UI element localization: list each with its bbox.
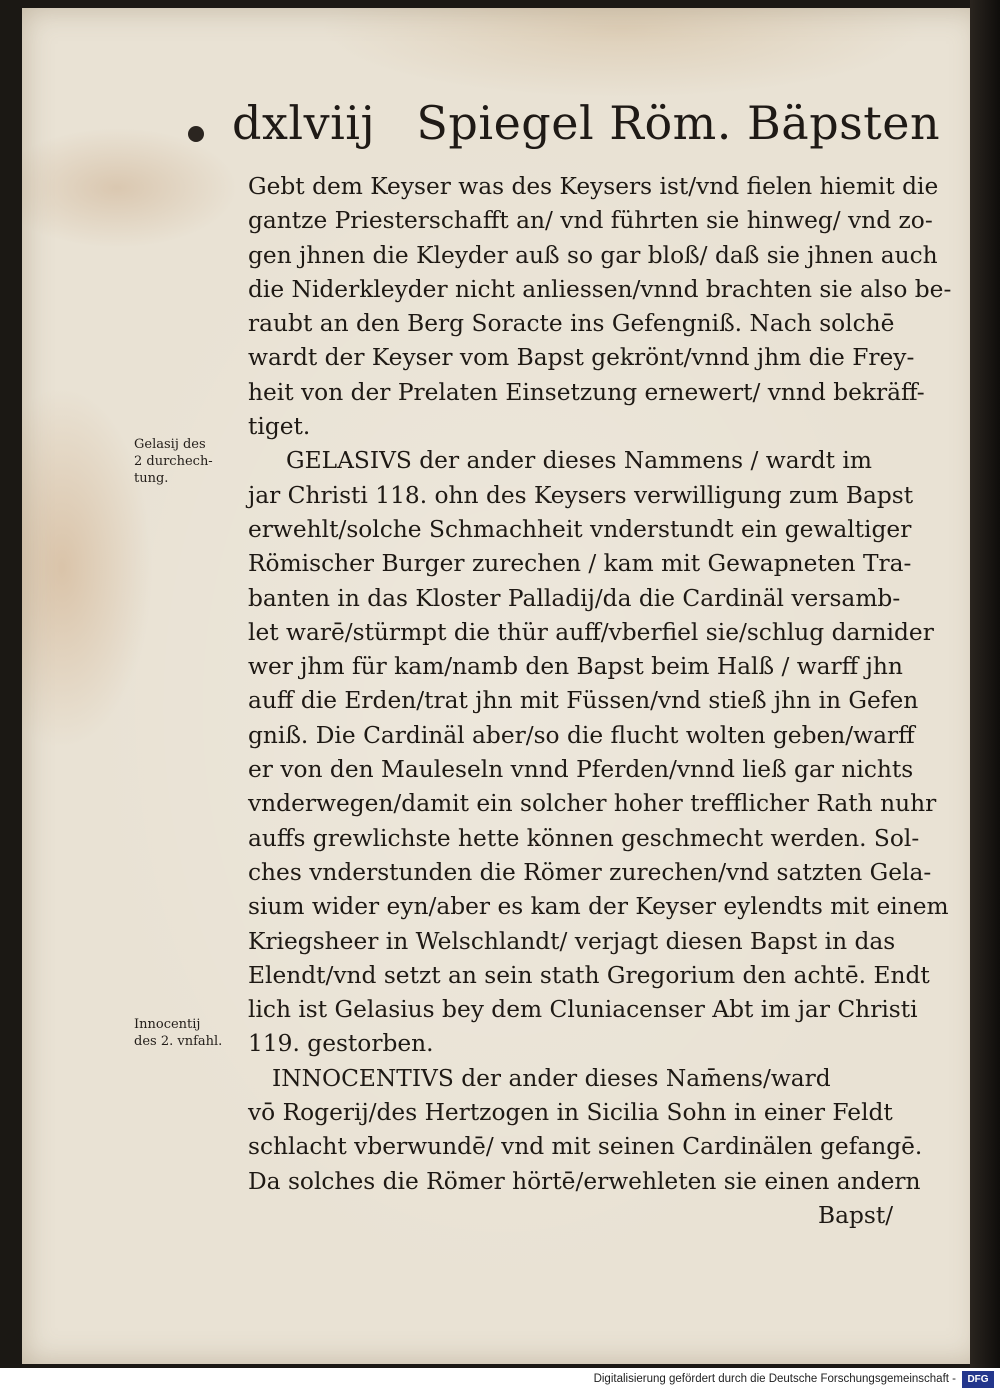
text-line: Gebt dem Keyser was des Keysers ist/vnd fielen hiemit die — [248, 173, 939, 200]
text-line: Kriegsheer in Welschlandt/ verjagt diesen Bapst in das — [248, 927, 896, 955]
folio-number: dxlviij — [232, 96, 376, 150]
text-line: Elendt/vnd setzt an sein stath Gregorium den achtē. Endt — [248, 961, 930, 989]
text-line: tiget. — [248, 413, 311, 441]
text-line: Römischer Burger zurechen / kam mit Gewapneten Tra- — [248, 550, 912, 578]
margin-note-line: Innocentij — [134, 1017, 201, 1032]
text-line: let warē/stürmpt die thür auff/vberfiel sie/schlug darnider — [248, 618, 934, 646]
text-line: GELASIVS der ander dieses Nammens / wardt im — [286, 447, 872, 475]
text-line: lich ist Gelasius bey dem Cluniacenser Abt im jar Christi — [248, 996, 918, 1024]
paragraph-1 — [248, 170, 952, 444]
paragraph-3 — [248, 1062, 920, 1096]
text-line: gen jhnen die Kleyder auß so gar bloß/ daß sie jhnen auch — [248, 241, 938, 269]
text-line: wer jhm für kam/namb den Bapst beim Halß / warff jhn — [248, 653, 903, 681]
ornament-bullet-icon — [188, 126, 204, 142]
text-line: Da solches die Römer hörtē/erwehleten sie einen andern — [248, 1167, 921, 1195]
text-line: ches vnderstunden die Römer zurechen/vnd satzten Gela- — [248, 858, 932, 886]
text-line: vnderwegen/damit ein solcher hoher trefflicher Rath nuhr — [248, 790, 937, 818]
paragraph-2 — [248, 444, 920, 478]
margin-note-line: 2 durchech- — [134, 454, 213, 469]
text-line: gantze Priesterschafft an/ vnd führten sie hinweg/ vnd zo- — [248, 207, 933, 235]
margin-note-line: Gelasij des — [134, 437, 206, 452]
text-line: raubt an den Berg Soracte ins Gefengniß. Nach solchē — [248, 310, 895, 338]
digitization-credit: Digitalisierung gefördert durch die Deutsche Forschungsgemeinschaft - — [593, 1373, 956, 1385]
main-text — [248, 170, 952, 1233]
text-line: schlacht vberwundē/ vnd mit seinen Cardinälen gefangē. — [248, 1133, 923, 1161]
text-line: vō Rogerij/des Hertzogen in Sicilia Sohn in einer Feldt — [248, 1099, 893, 1127]
page-header — [232, 96, 941, 166]
text-line: gniß. Die Cardinäl aber/so die flucht wolten geben/warff — [248, 721, 915, 749]
paragraph-2-body — [248, 479, 949, 1062]
text-line: Bapst/ — [818, 1201, 894, 1229]
text-line: er von den Mauleseln vnnd Pferden/vnnd ließ gar nichts — [248, 756, 914, 784]
book-gutter — [970, 0, 1000, 1394]
text-line: jar Christi 118. ohn des Keysers verwilligung zum Bapst — [248, 481, 914, 509]
margin-note-innocentius — [134, 1016, 244, 1050]
text-line: INNOCENTIVS der ander dieses Nam̄ens/ward — [272, 1064, 831, 1092]
text-line: auffs grewlichste hette können geschmecht werden. Sol- — [248, 824, 920, 852]
text-line: banten in das Kloster Palladij/da die Cardinäl versamb- — [248, 584, 901, 612]
margin-note-line: des 2. vnfahl. — [134, 1034, 223, 1049]
paragraph-3-body — [248, 1096, 923, 1233]
text-line: auff die Erden/trat jhn mit Füssen/vnd stieß jhn in Gefen — [248, 687, 919, 715]
text-line: sium wider eyn/aber es kam der Keyser eylendts mit einem — [248, 893, 949, 921]
dfg-logo: DFG — [962, 1371, 994, 1388]
margin-note-gelasius — [134, 436, 244, 487]
text-line: wardt der Keyser vom Bapst gekrönt/vnnd jhm die Frey- — [248, 344, 915, 372]
text-line: die Niderkleyder nicht anliessen/vnnd brachten sie also be- — [248, 275, 952, 303]
text-line: 119. gestorben. — [248, 1030, 434, 1058]
running-title: Spiegel Röm. Bäpsten — [416, 96, 941, 150]
text-line: heit von der Prelaten Einsetzung ernewert/ vnnd bekräff- — [248, 378, 925, 406]
margin-note-line: tung. — [134, 471, 169, 486]
text-line: erwehlt/solche Schmachheit vnderstundt ein gewaltiger — [248, 515, 912, 543]
